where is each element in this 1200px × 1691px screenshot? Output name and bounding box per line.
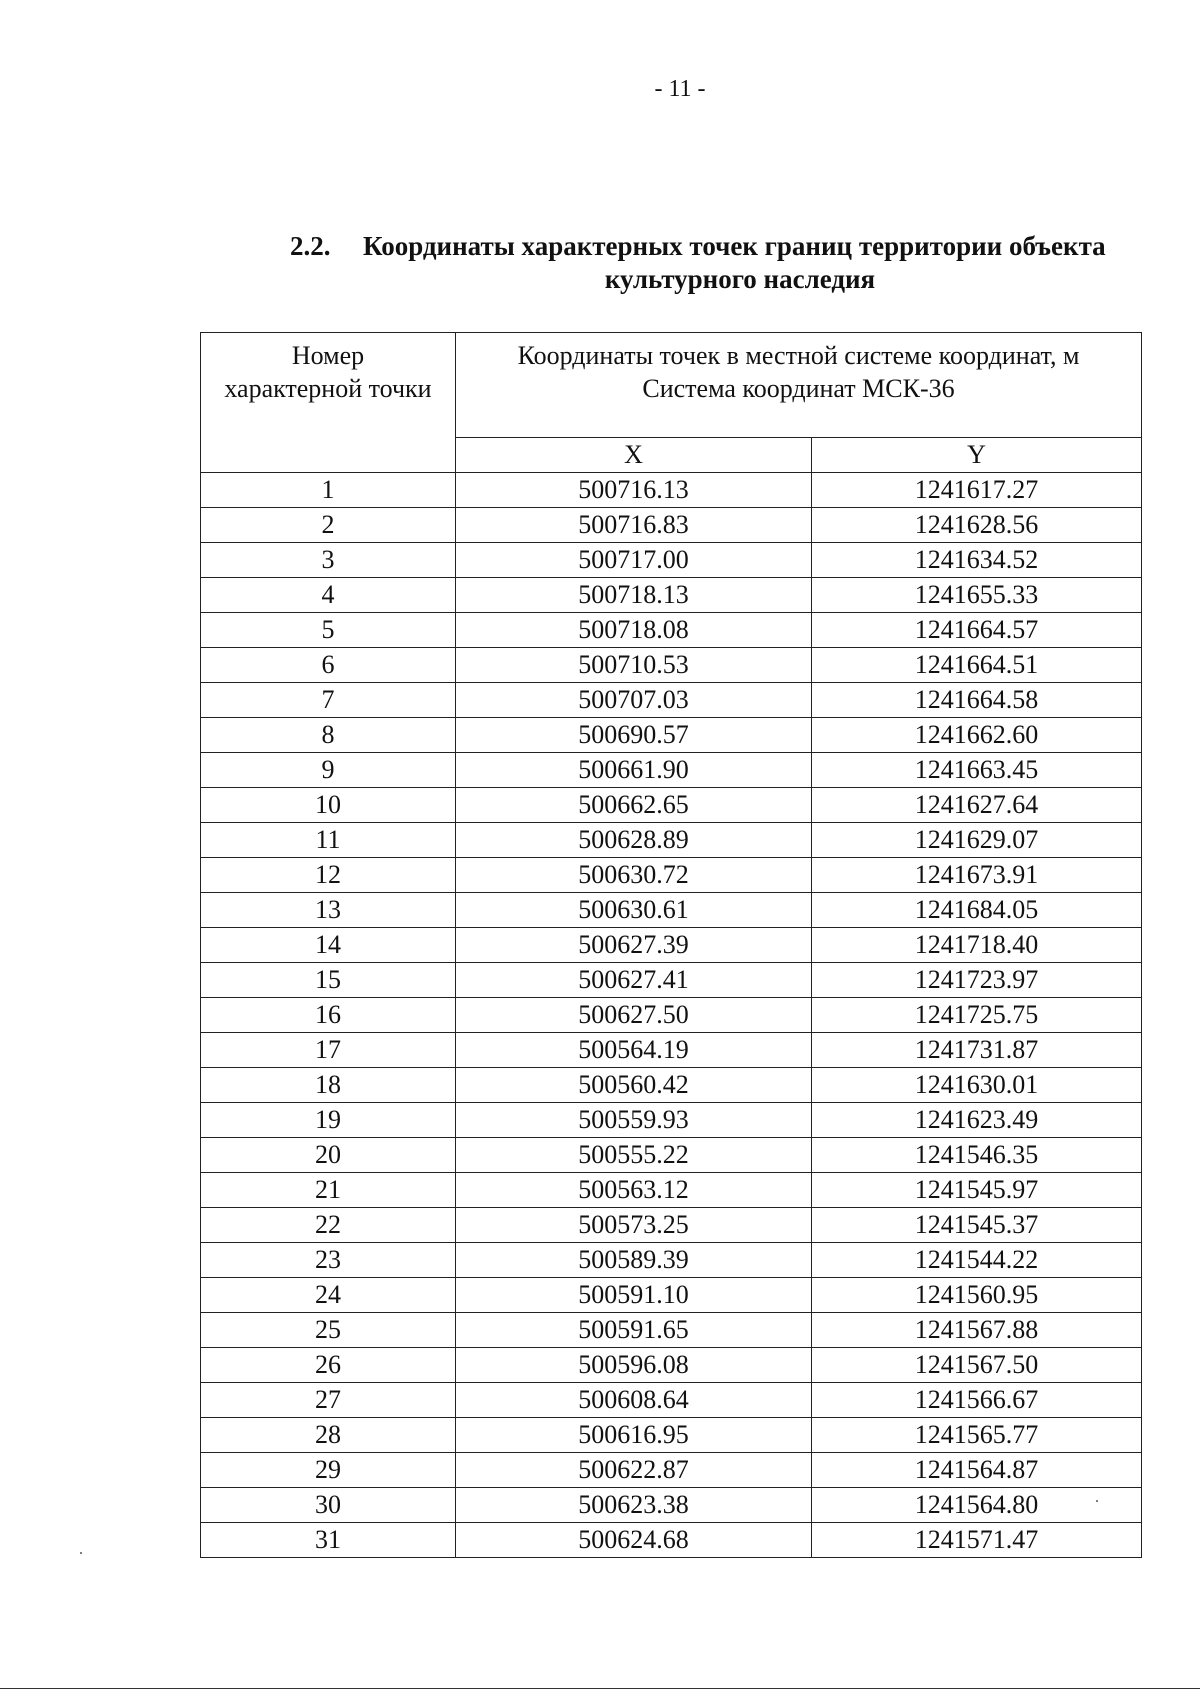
table-row [201,1068,1142,1103]
x-coordinate-cell: 500717.00 [456,543,812,578]
point-number-header-line-2: характерной точки [224,374,432,403]
point-number-cell: 26 [201,1348,456,1383]
y-coordinate-cell: 1241567.50 [812,1348,1142,1383]
table-row [201,1173,1142,1208]
x-coordinate-cell: 500555.22 [456,1138,812,1173]
x-coordinate-cell: 500560.42 [456,1068,812,1103]
table-row [201,1383,1142,1418]
table-row [201,473,1142,508]
y-coordinate-cell: 1241567.88 [812,1313,1142,1348]
y-coordinate-cell: 1241725.75 [812,998,1142,1033]
y-coordinate-cell: 1241664.58 [812,683,1142,718]
point-number-cell: 3 [201,543,456,578]
table-row [201,1278,1142,1313]
point-number-cell: 7 [201,683,456,718]
point-number-cell: 25 [201,1313,456,1348]
table-row [201,1488,1142,1523]
table-row [201,963,1142,998]
table-row [201,613,1142,648]
y-coordinate-cell: 1241544.22 [812,1243,1142,1278]
table-row [201,648,1142,683]
table-row [201,1138,1142,1173]
x-coordinate-cell: 500718.08 [456,613,812,648]
y-coordinate-cell: 1241566.67 [812,1383,1142,1418]
y-coordinate-cell: 1241565.77 [812,1418,1142,1453]
section-number: 2.2. [290,231,331,261]
point-number-cell: 17 [201,1033,456,1068]
point-number-cell: 2 [201,508,456,543]
y-coordinate-cell: 1241564.87 [812,1453,1142,1488]
y-coordinate-cell: 1241628.56 [812,508,1142,543]
x-coordinate-cell: 500623.38 [456,1488,812,1523]
table-row [201,1523,1142,1558]
header-row-top [201,333,1142,438]
point-number-cell: 13 [201,893,456,928]
point-number-cell: 1 [201,473,456,508]
coordinates-header [456,333,1142,438]
x-coordinate-cell: 500591.10 [456,1278,812,1313]
y-coordinate-cell: 1241663.45 [812,753,1142,788]
x-coordinate-cell: 500573.25 [456,1208,812,1243]
table-row [201,718,1142,753]
y-coordinate-cell: 1241560.95 [812,1278,1142,1313]
point-number-cell: 18 [201,1068,456,1103]
x-coordinate-cell: 500627.50 [456,998,812,1033]
y-coordinate-cell: 1241617.27 [812,473,1142,508]
table-row [201,1313,1142,1348]
x-coordinate-cell: 500630.72 [456,858,812,893]
table-row [201,823,1142,858]
table-row [201,858,1142,893]
point-number-cell: 6 [201,648,456,683]
x-coordinate-cell: 500564.19 [456,1033,812,1068]
x-coordinate-cell: 500591.65 [456,1313,812,1348]
y-coordinate-cell: 1241673.91 [812,858,1142,893]
table-header [201,333,1142,473]
y-coordinate-cell: 1241662.60 [812,718,1142,753]
y-coordinate-cell: 1241664.57 [812,613,1142,648]
section-heading-line-1 [290,230,1150,263]
point-number-cell: 31 [201,1523,456,1558]
y-coordinate-cell: 1241731.87 [812,1033,1142,1068]
x-coordinate-cell: 500630.61 [456,893,812,928]
point-number-cell: 5 [201,613,456,648]
x-coordinate-cell: 500616.95 [456,1418,812,1453]
table-row [201,1103,1142,1138]
point-number-cell: 28 [201,1418,456,1453]
y-coordinate-cell: 1241545.97 [812,1173,1142,1208]
table-row [201,788,1142,823]
table-row [201,508,1142,543]
y-coordinate-cell: 1241684.05 [812,893,1142,928]
point-number-header [201,333,456,473]
x-coordinate-cell: 500622.87 [456,1453,812,1488]
x-coordinate-cell: 500608.64 [456,1383,812,1418]
y-coordinate-cell: 1241546.35 [812,1138,1142,1173]
point-number-cell: 27 [201,1383,456,1418]
x-coordinate-cell: 500563.12 [456,1173,812,1208]
point-number-header-line-1: Номер [291,341,365,370]
point-number-cell: 22 [201,1208,456,1243]
table-row [201,1208,1142,1243]
point-number-cell: 23 [201,1243,456,1278]
y-coordinate-cell: 1241664.51 [812,648,1142,683]
y-coordinate-cell: 1241630.01 [812,1068,1142,1103]
table-body [201,473,1142,1558]
x-coordinate-cell: 500627.39 [456,928,812,963]
y-coordinate-cell: 1241627.64 [812,788,1142,823]
point-number-cell: 19 [201,1103,456,1138]
y-coordinate-cell: 1241629.07 [812,823,1142,858]
y-coordinate-cell: 1241723.97 [812,963,1142,998]
y-coordinate-cell: 1241655.33 [812,578,1142,613]
point-number-cell: 20 [201,1138,456,1173]
x-coordinate-cell: 500589.39 [456,1243,812,1278]
x-coordinate-cell: 500627.41 [456,963,812,998]
x-coordinate-cell: 500662.65 [456,788,812,823]
point-number-cell: 4 [201,578,456,613]
point-number-cell: 9 [201,753,456,788]
table-row [201,1453,1142,1488]
x-coordinate-cell: 500690.57 [456,718,812,753]
coordinates-header-line-1: Координаты точек в местной системе координат, м [517,341,1080,370]
x-coordinate-cell: 500628.89 [456,823,812,858]
table-row [201,753,1142,788]
point-number-cell: 8 [201,718,456,753]
table-row [201,1348,1142,1383]
x-coordinate-cell: 500710.53 [456,648,812,683]
coordinates-table [200,332,1142,1558]
point-number-cell: 14 [201,928,456,963]
point-number-cell: 12 [201,858,456,893]
y-coordinate-cell: 1241623.49 [812,1103,1142,1138]
table-row [201,683,1142,718]
section-title: Координаты характерных точек границ территории объекта [363,231,1106,261]
point-number-cell: 30 [201,1488,456,1523]
scan-speck [1096,1500,1098,1502]
y-header: Y [812,438,1142,473]
table-row [201,578,1142,613]
section-heading [290,230,1150,296]
point-number-cell: 29 [201,1453,456,1488]
point-number-cell: 24 [201,1278,456,1313]
x-coordinate-cell: 500624.68 [456,1523,812,1558]
coordinates-header-line-2: Система координат МСК-36 [642,374,955,403]
y-coordinate-cell: 1241545.37 [812,1208,1142,1243]
x-coordinate-cell: 500716.13 [456,473,812,508]
point-number-cell: 10 [201,788,456,823]
table-row [201,1033,1142,1068]
table-row [201,893,1142,928]
page-number: - 11 - [654,76,706,102]
table-row [201,928,1142,963]
point-number-cell: 16 [201,998,456,1033]
scan-speck [80,1552,82,1554]
point-number-cell: 21 [201,1173,456,1208]
x-coordinate-cell: 500596.08 [456,1348,812,1383]
x-coordinate-cell: 500559.93 [456,1103,812,1138]
table-row [201,1243,1142,1278]
x-coordinate-cell: 500707.03 [456,683,812,718]
y-coordinate-cell: 1241571.47 [812,1523,1142,1558]
y-coordinate-cell: 1241634.52 [812,543,1142,578]
x-coordinate-cell: 500661.90 [456,753,812,788]
table-row [201,1418,1142,1453]
x-header: X [456,438,812,473]
section-heading-line-2: культурного наследия [604,264,876,294]
point-number-cell: 11 [201,823,456,858]
y-coordinate-cell: 1241718.40 [812,928,1142,963]
x-coordinate-cell: 500716.83 [456,508,812,543]
point-number-cell: 15 [201,963,456,998]
x-coordinate-cell: 500718.13 [456,578,812,613]
table-row [201,543,1142,578]
table-row [201,998,1142,1033]
y-coordinate-cell: 1241564.80 [812,1488,1142,1523]
bottom-rule [0,1688,1200,1689]
